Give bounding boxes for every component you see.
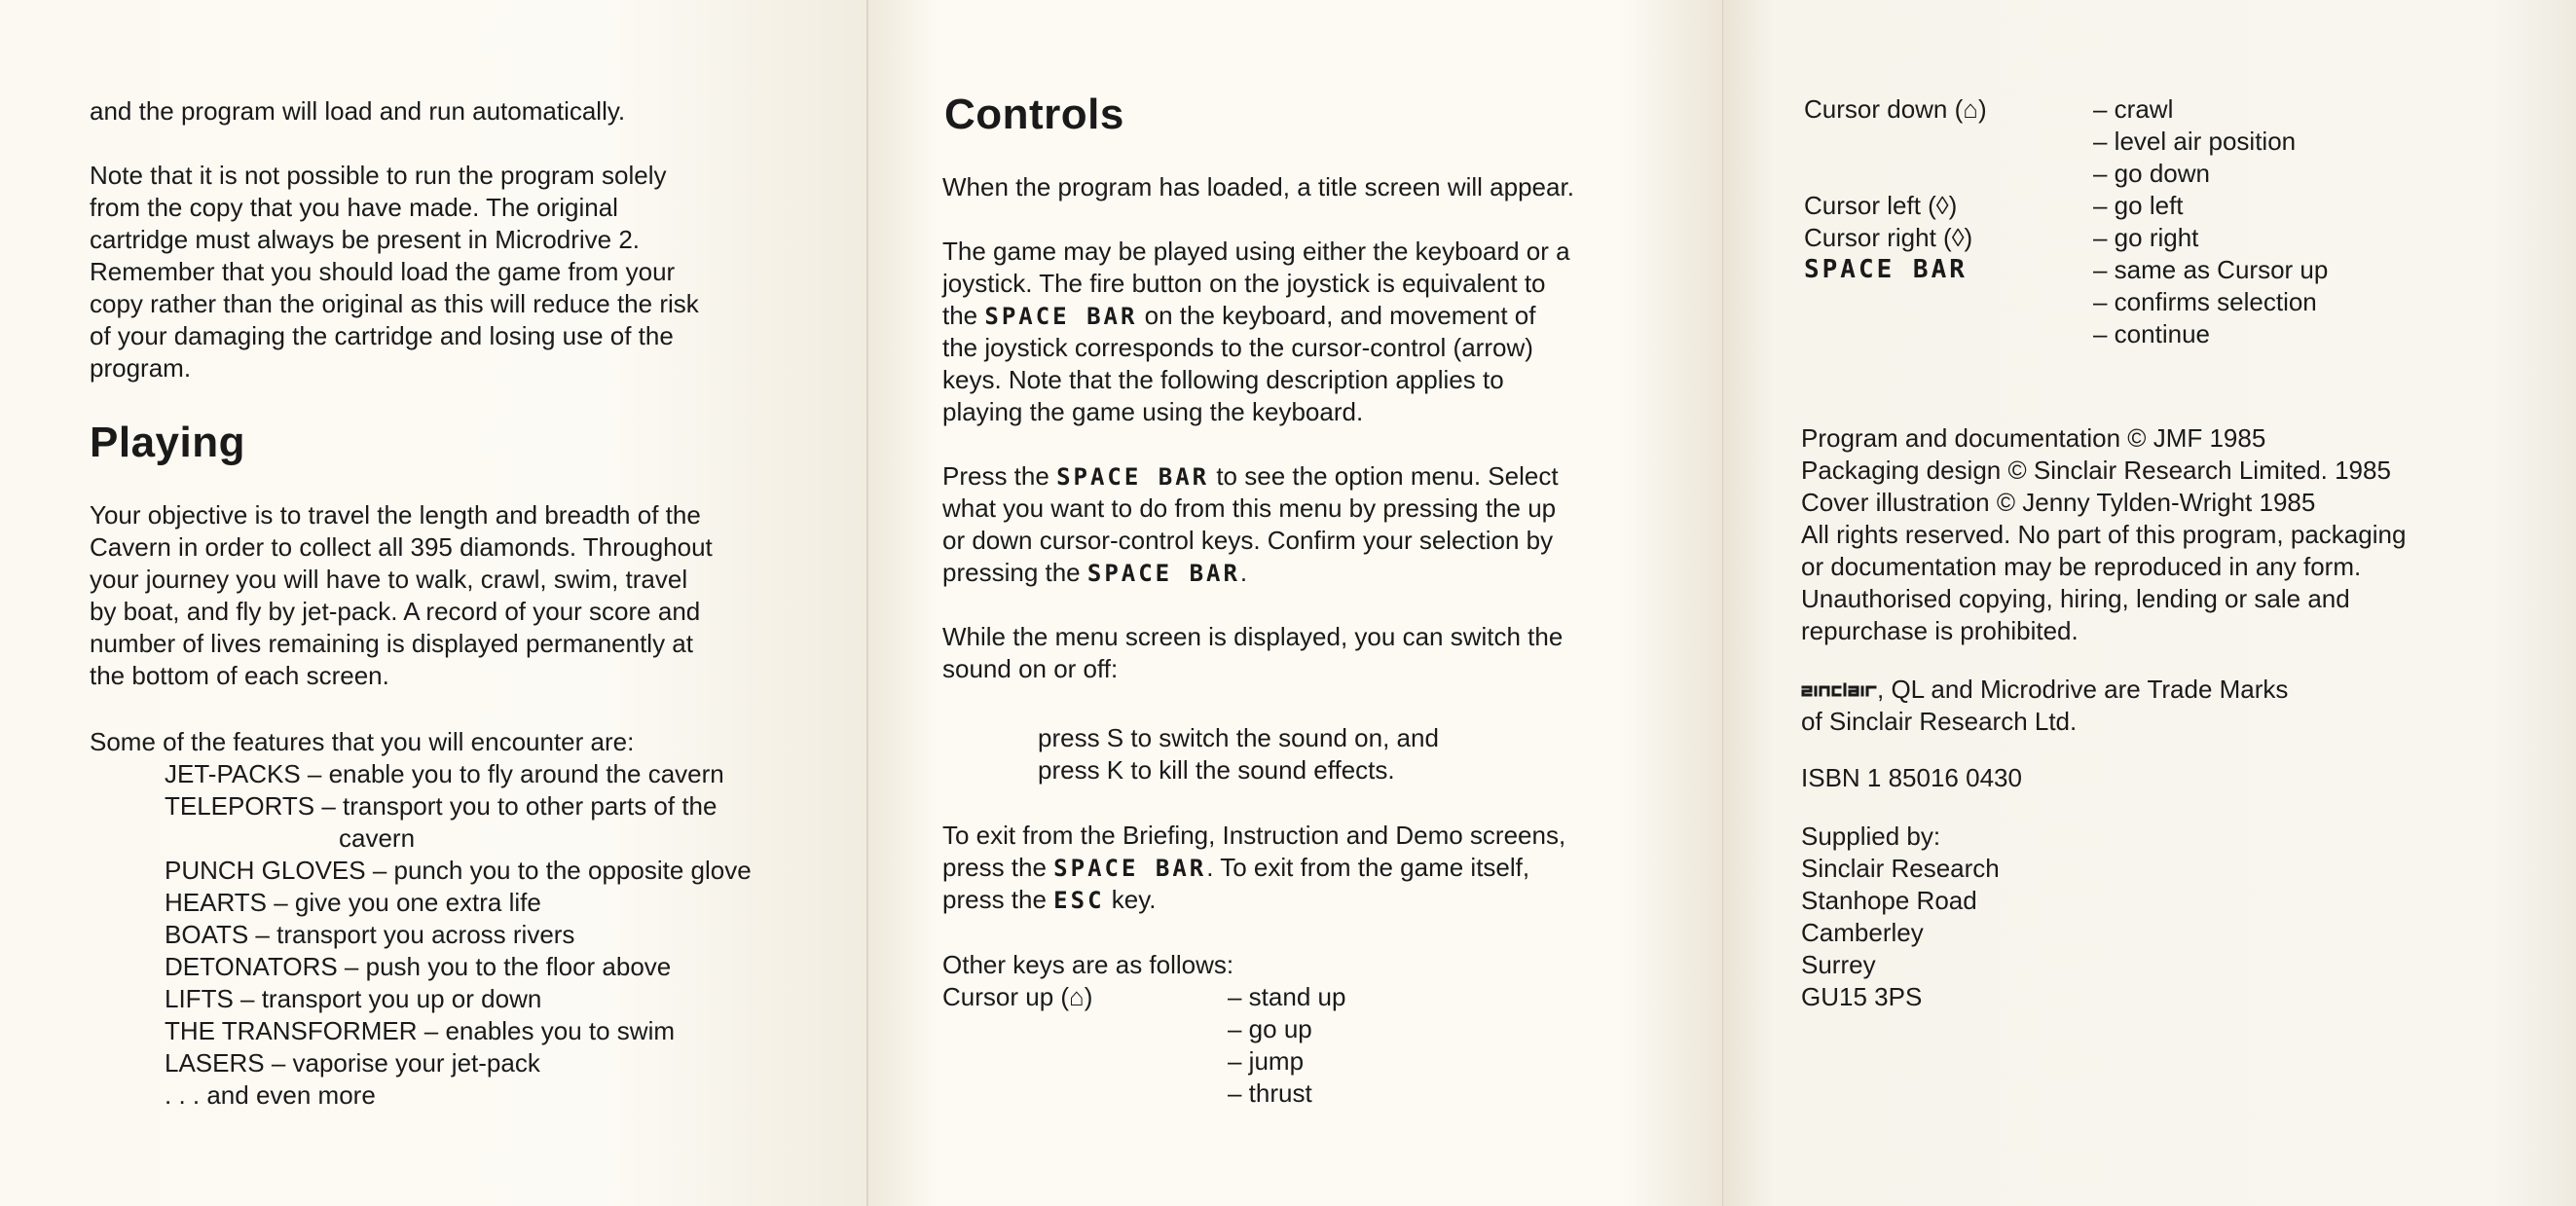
- menu-line-3: or down cursor-control keys. Confirm your selection by: [942, 526, 1554, 555]
- panel-middle: [869, 0, 1723, 1206]
- feature-punch-gloves: PUNCH GLOVES – punch you to the opposite glove: [165, 856, 752, 885]
- note-line-1: Note that it is not possible to run the program solely: [90, 161, 667, 190]
- sound-on-text: press S to switch the sound on, and: [1038, 723, 1439, 752]
- cursor-down-action-level: – level air position: [2093, 127, 2297, 156]
- supplier-name: Sinclair Research: [1801, 854, 2000, 883]
- supplier-postcode: GU15 3PS: [1801, 982, 1923, 1011]
- joystick-line-3: the SPACE BAR on the keyboard, and movement of: [942, 301, 1536, 330]
- space-bar-key: SPACE BAR: [1056, 463, 1210, 491]
- note-line-2: from the copy that you have made. The original: [90, 193, 618, 222]
- credits-line-2: Packaging design © Sinclair Research Limited. 1985: [1801, 456, 2391, 485]
- objective-line-3: your journey you will have to walk, crawl, swim, travel: [90, 565, 688, 594]
- space-bar-label: SPACE BAR: [1804, 255, 1968, 284]
- joystick-line-4: the joystick corresponds to the cursor-control (arrow): [942, 333, 1533, 362]
- load-run-text: and the program will load and run automatically.: [90, 96, 626, 126]
- cursor-down-action-crawl: – crawl: [2093, 94, 2174, 124]
- sinclair-logo-icon: [1801, 681, 1877, 701]
- feature-boats: BOATS – transport you across rivers: [165, 920, 575, 949]
- feature-jet-packs: JET-PACKS – enable you to fly around the cavern: [165, 759, 724, 788]
- credits-line-6: Unauthorised copying, hiring, lending or sale and: [1801, 584, 2350, 613]
- menu-line-1: Press the SPACE BAR to see the option menu. Select: [942, 461, 1559, 491]
- space-bar-action-same: – same as Cursor up: [2093, 255, 2329, 284]
- objective-line-5: number of lives remaining is displayed permanently at: [90, 629, 693, 658]
- supplier-street: Stanhope Road: [1801, 886, 1977, 915]
- cursor-up-label: Cursor up (⌂): [942, 982, 1093, 1011]
- menu-line-4: pressing the SPACE BAR.: [942, 558, 1248, 587]
- exit-line-1: To exit from the Briefing, Instruction and Demo screens,: [942, 821, 1566, 850]
- controls-heading: Controls: [944, 91, 1124, 138]
- space-bar-key: SPACE BAR: [984, 303, 1138, 330]
- space-bar-action-confirm: – confirms selection: [2093, 287, 2317, 316]
- cursor-left-label: Cursor left (◊): [1804, 191, 1958, 220]
- note-line-5: copy rather than the original as this will reduce the risk: [90, 289, 699, 318]
- supplier-county: Surrey: [1801, 950, 1876, 979]
- feature-transformer: THE TRANSFORMER – enables you to swim: [165, 1016, 675, 1045]
- fold-line-1: [866, 0, 868, 1206]
- exit-line-3: press the ESC key.: [942, 885, 1157, 914]
- trademark-line-2: of Sinclair Research Ltd.: [1801, 707, 2078, 736]
- playing-heading: Playing: [90, 419, 245, 466]
- objective-line-6: the bottom of each screen.: [90, 661, 389, 690]
- cursor-up-action-thrust: – thrust: [1228, 1078, 1312, 1108]
- esc-key: ESC: [1053, 887, 1105, 914]
- cursor-right-label: Cursor right (◊): [1804, 223, 1973, 252]
- credits-line-1: Program and documentation © JMF 1985: [1801, 423, 2266, 453]
- exit-line-2: press the SPACE BAR. To exit from the game itself,: [942, 853, 1530, 882]
- sound-line-1: While the menu screen is displayed, you can switch the: [942, 622, 1564, 651]
- feature-lifts: LIFTS – transport you up or down: [165, 984, 542, 1013]
- feature-teleports-cont: cavern: [339, 823, 416, 853]
- note-line-3: cartridge must always be present in Microdrive 2.: [90, 225, 641, 254]
- isbn-text: ISBN 1 85016 0430: [1801, 763, 2022, 792]
- credits-line-4: All rights reserved. No part of this program, packaging: [1801, 520, 2407, 549]
- credits-line-3: Cover illustration © Jenny Tylden-Wright 1985: [1801, 488, 2316, 517]
- cursor-up-action-go-up: – go up: [1228, 1014, 1312, 1043]
- panel-left: [0, 0, 869, 1206]
- supplier-town: Camberley: [1801, 918, 1924, 947]
- supplier-label: Supplied by:: [1801, 822, 1941, 851]
- cursor-left-action: – go left: [2093, 191, 2184, 220]
- objective-line-2: Cavern in order to collect all 395 diamonds. Throughout: [90, 532, 713, 562]
- feature-more: . . . and even more: [165, 1080, 376, 1110]
- joystick-line-1: The game may be played using either the keyboard or a: [942, 237, 1570, 266]
- feature-lasers: LASERS – vaporise your jet-pack: [165, 1048, 540, 1078]
- objective-line-4: by boat, and fly by jet-pack. A record of your score and: [90, 597, 701, 626]
- joystick-line-5: keys. Note that the following description applies to: [942, 365, 1504, 394]
- space-bar-action-continue: – continue: [2093, 319, 2210, 348]
- cursor-down-action-go-down: – go down: [2093, 159, 2210, 188]
- trademark-line-1: , QL and Microdrive are Trade Marks: [1801, 674, 2288, 706]
- joystick-line-6: playing the game using the keyboard.: [942, 397, 1364, 426]
- note-line-6: of your damaging the cartridge and losing use of the: [90, 321, 674, 350]
- menu-line-2: what you want to do from this menu by pressing the up: [942, 493, 1557, 523]
- credits-line-5: or documentation may be reproduced in any form.: [1801, 552, 2362, 581]
- note-line-7: program.: [90, 353, 192, 383]
- space-bar-key: SPACE BAR: [1086, 560, 1240, 587]
- joystick-line-2: joystick. The fire button on the joystick is equivalent to: [942, 269, 1546, 298]
- cursor-up-action-stand: – stand up: [1228, 982, 1346, 1011]
- features-intro: Some of the features that you will encounter are:: [90, 727, 635, 756]
- space-bar-key: SPACE BAR: [1053, 855, 1207, 882]
- feature-detonators: DETONATORS – push you to the floor above: [165, 952, 672, 981]
- cursor-right-action: – go right: [2093, 223, 2199, 252]
- panel-right: [1723, 0, 2576, 1206]
- feature-teleports: TELEPORTS – transport you to other parts of the: [165, 791, 718, 821]
- note-line-4: Remember that you should load the game from your: [90, 257, 676, 286]
- title-screen-text: When the program has loaded, a title screen will appear.: [942, 172, 1574, 201]
- cursor-up-action-jump: – jump: [1228, 1046, 1305, 1076]
- cursor-down-label: Cursor down (⌂): [1804, 94, 1987, 124]
- other-keys-text: Other keys are as follows:: [942, 950, 1234, 979]
- sound-off-text: press K to kill the sound effects.: [1038, 755, 1395, 785]
- sound-line-2: sound on or off:: [942, 654, 1119, 683]
- feature-hearts: HEARTS – give you one extra life: [165, 888, 541, 917]
- objective-line-1: Your objective is to travel the length and breadth of the: [90, 500, 701, 530]
- credits-line-7: repurchase is prohibited.: [1801, 616, 2079, 645]
